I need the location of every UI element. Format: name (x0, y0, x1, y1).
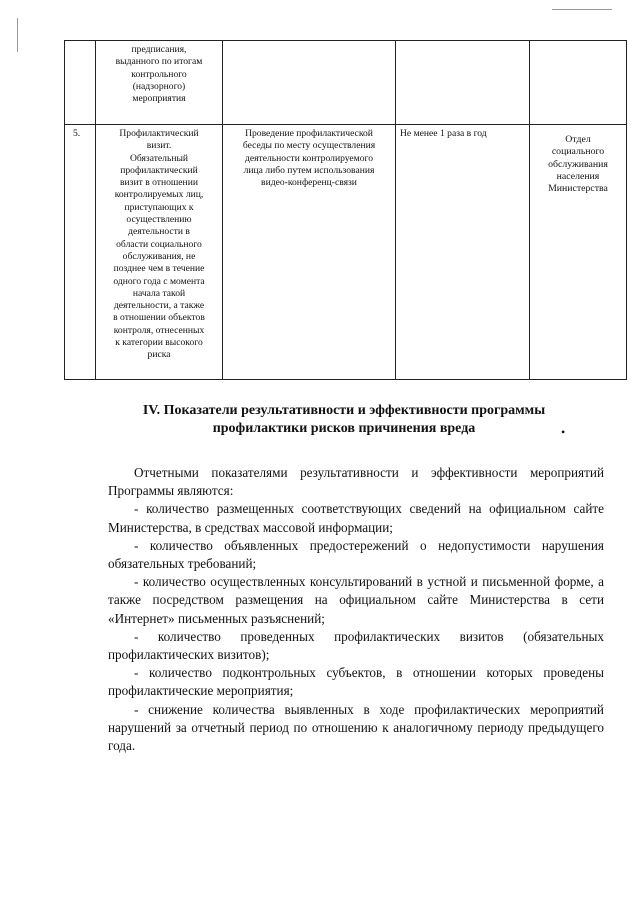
activity-name-cell: предписания, выданного по итогам контрольного (надзорного) мероприятия (96, 41, 223, 125)
intro-paragraph: Отчетными показателями результативности и эффективности мероприятий Программы являются: (108, 465, 604, 499)
row-number-cell (65, 41, 96, 125)
section-heading-line-1: IV. Показатели результативности и эффективности программы (142, 403, 546, 418)
activity-term-cell: Не менее 1 раза в год (396, 125, 530, 380)
indicator-item: - количество проведенных профилактических визитов (обязательных профилактических визитов); (108, 628, 604, 663)
scan-edge-mark-left (17, 18, 18, 52)
table-row (65, 41, 627, 125)
indicators-text (108, 464, 604, 755)
activity-description-cell: Проведение профилактической беседы по месту осуществления деятельности контролируемого лица либо путем использования видео-конференц-связи (223, 125, 396, 380)
activity-description-cell (223, 41, 396, 125)
responsible-unit-cell (530, 41, 627, 125)
indicator-item: - количество размещенных соответствующих сведений на официальном сайте Министерства, в средствах массовой информации; (108, 501, 604, 535)
section-heading (64, 402, 624, 438)
table-row (65, 125, 627, 380)
row-number-cell: 5. (65, 125, 96, 380)
scan-edge-mark-top (552, 9, 612, 10)
activity-term-cell (396, 41, 530, 125)
indicator-item: - количество подконтрольных субъектов, в отношении которых проведены профилактические мероприятия; (108, 665, 604, 699)
indicator-item: - количество объявленных предостережений о недопустимости нарушения обязательных требований; (108, 537, 604, 572)
indicator-item: - количество осуществленных консультирований в устной и письменной форме, а также посредством размещения на официальном сайте Министерства в сети «Интернет» письменных разъяснений; (108, 574, 604, 626)
responsible-unit-cell: Отдел социального обслуживания населения Министерства (530, 125, 627, 380)
activity-name-cell: Профилактический визит. Обязательный профилактический визит в отношении контролируемых лиц, приступающих к осуществлению деятельности в области социального обслуживания, не позднее чем в течение одного года с момента начала такой деятельности, а также в отношении объектов контроля, отнесенных к категории высокого риска (96, 125, 223, 380)
activities-table (64, 40, 627, 380)
section-heading-line-2: профилактики рисков причинения вреда (212, 421, 476, 436)
indicator-item: - снижение количества выявленных в ходе профилактических мероприятий нарушений за отчетный период по отношению к аналогичному периоду предыдущего года. (108, 701, 604, 754)
bullet-mark: • (561, 425, 566, 439)
